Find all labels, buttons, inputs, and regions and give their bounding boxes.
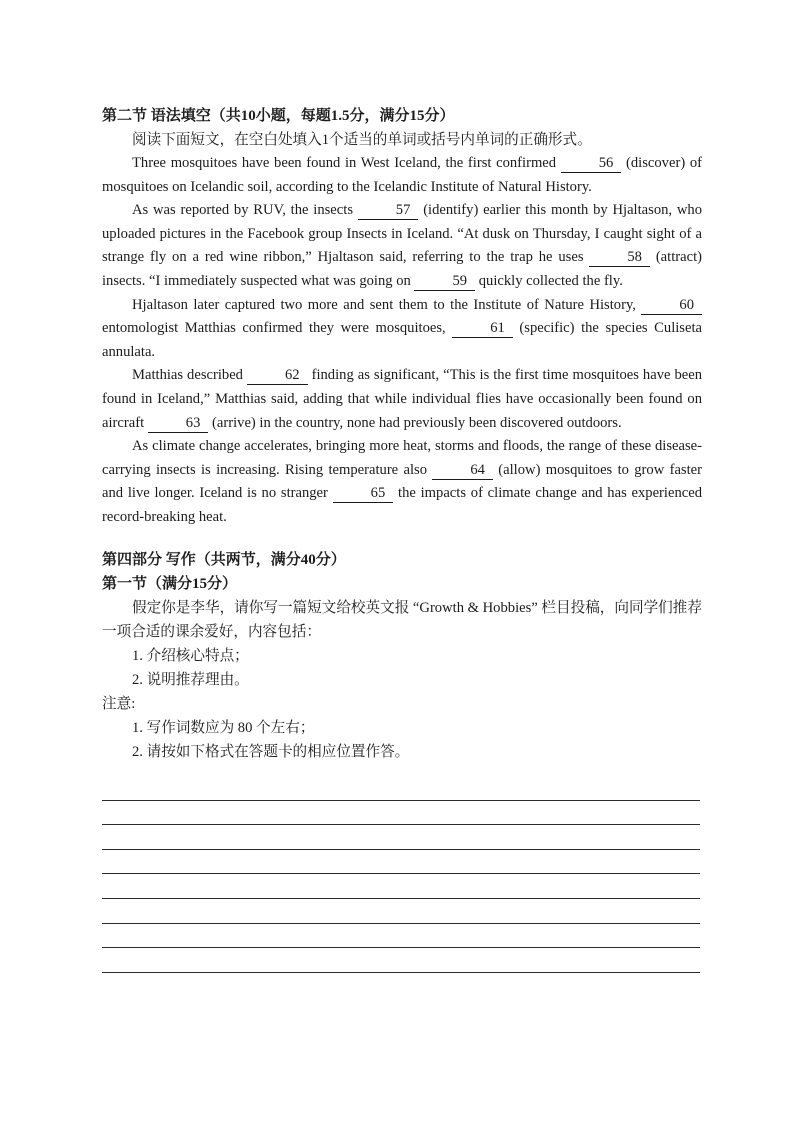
answer-blank-58: 58 — [589, 249, 650, 267]
paragraph-text: entomologist Matthias confirmed they were mosquitoes, — [102, 320, 446, 337]
paragraph-text: As climate change accelerates, bringing more heat, storms and floods, the range of these disease-carrying insects is increasing. Rising temperature also — [102, 438, 702, 478]
paragraph-text: (arrive) in the country, none had previously been discovered outdoors. — [212, 414, 622, 431]
writing-part-heading: 第四部分 写作（共两节，满分40分） — [102, 552, 346, 568]
paragraph-text: (attract) insects. “I immediately suspected what was going on — [102, 249, 702, 289]
answer-blank-62: 62 — [247, 367, 308, 385]
paragraph-text: (discover) of mosquitoes on Icelandic soil, according to the Icelandic Institute of Natural History. — [102, 155, 702, 195]
paragraph-text: As was reported by RUV, the insects — [132, 202, 353, 219]
paragraph-3 — [102, 294, 702, 365]
paragraph-text: quickly collected the fly. — [478, 272, 623, 289]
answer-line — [102, 850, 700, 875]
answer-line — [102, 801, 700, 826]
answer-blank-57: 57 — [358, 202, 419, 220]
paragraph-4 — [102, 364, 702, 435]
note-item-1: 1. 写作词数应为 80 个左右； — [132, 720, 315, 736]
answer-lines — [102, 776, 700, 973]
paragraph-text: (allow) mosquitoes to grow faster and live longer. Iceland is no stranger — [102, 461, 702, 502]
answer-line — [102, 948, 700, 973]
answer-blank-64: 64 — [432, 462, 493, 480]
paragraph-text: Matthias described — [132, 367, 243, 384]
answer-blank-56: 56 — [561, 155, 622, 173]
paragraph-text: Three mosquitoes have been found in West Iceland, the first confirmed — [132, 155, 557, 171]
writing-section-heading: 第一节（满分15分） — [102, 576, 238, 592]
grammar-section — [102, 104, 702, 530]
answer-line — [102, 899, 700, 924]
paragraph-2 — [102, 199, 702, 293]
writing-prompt: 假定你是李华，请你写一篇短文给校英文报 “Growth & Hobbies” 栏目投稿，向同学们推荐一项合适的课余爱好，内容包括： — [102, 600, 702, 640]
paragraph-text: (specific) the species Culiseta annulata. — [102, 320, 702, 360]
answer-line — [102, 776, 700, 801]
writing-section — [102, 548, 702, 764]
grammar-instruction: 阅读下面短文，在空白处填入1个适当的单词或括号内单词的正确形式。 — [132, 132, 592, 148]
note-label: 注意: — [102, 696, 136, 712]
grammar-heading: 第二节 语法填空（共10小题，每题1.5分，满分15分） — [102, 108, 455, 124]
answer-line — [102, 924, 700, 949]
paragraph-text: (identify) earlier this month by Hjaltason, who uploaded pictures in the Facebook group Insects in Iceland. “At dusk on Thursday, I caught sight of a strange fly on a red wine ribbon,” Hjaltason said, referring to the trap he uses — [102, 202, 702, 266]
paragraph-text: Hjaltason later captured two more and sent them to the Institute of Nature History, — [132, 296, 636, 313]
answer-line — [102, 874, 700, 899]
note-item-2: 2. 请按如下格式在答题卡的相应位置作答。 — [132, 744, 410, 760]
answer-blank-61: 61 — [452, 320, 513, 338]
answer-blank-60: 60 — [641, 297, 702, 315]
answer-blank-63: 63 — [148, 415, 209, 433]
paragraph-1 — [102, 152, 702, 199]
paragraph-text: the impacts of climate change and has experienced record-breaking heat. — [102, 485, 702, 525]
content-item-2: 2. 说明推荐理由。 — [132, 672, 249, 688]
answer-blank-59: 59 — [414, 273, 475, 291]
paragraph-text: finding as significant, “This is the first time mosquitoes have been found in Iceland,” Matthias said, adding that while individual flies have occasionally been found on aircraft — [102, 367, 703, 431]
answer-blank-65: 65 — [333, 485, 394, 503]
content-item-1: 1. 介绍核心特点； — [132, 648, 249, 664]
paragraph-5 — [102, 435, 702, 529]
answer-line — [102, 825, 700, 850]
